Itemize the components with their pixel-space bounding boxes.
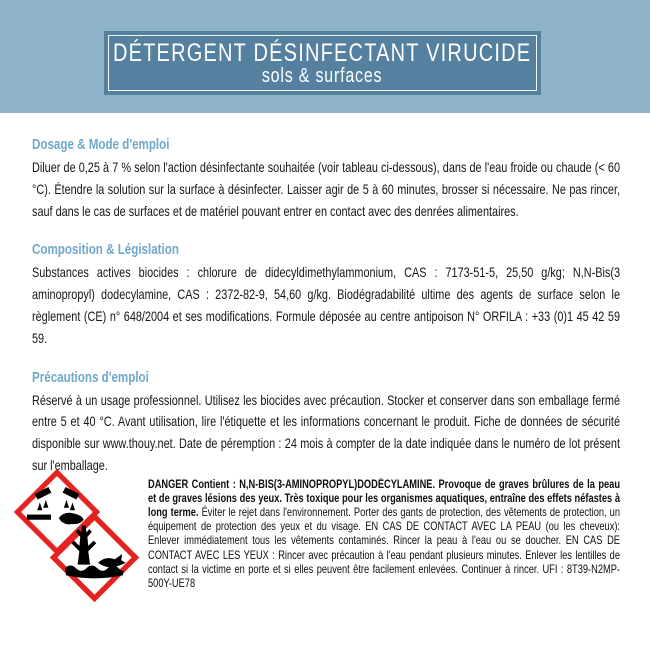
- section-heading-precautions: Précautions d'emploi: [32, 369, 149, 386]
- label-body: [32, 137, 620, 497]
- section-composition: [32, 242, 620, 349]
- product-subtitle: sols & surfaces: [262, 64, 383, 87]
- section-body-precautions: Réservé à un usage professionnel. Utilisez les biocides avec précaution. Stocker et conserver dans son emballage fermé entre 5 et 40 °C. Avant utilisation, lire l'étiquette et les informations concernant le produit. Fiche de données de sécurité disponible sur www.thouy.net. Date de péremption : 24 mois à compter de la date indiquée dans le numéro de lot présent sur l'emballage.: [32, 392, 620, 473]
- section-heading-composition: Composition & Législation: [32, 242, 179, 259]
- section-dosage: [32, 137, 620, 222]
- danger-statement-rest: Éviter le rejet dans l'environnement. Porter des gants de protection, des vêtements de protection, un équipement de protection des yeux et du visage. EN CAS DE CONTACT AVEC LA PEAU (ou les cheveux): Enlever immédiatement tous les vêtements contaminés. Rincer la peau à l'eau ou se doucher. EN CAS DE CONTACT AVEC LES YEUX : Rincer avec précaution à l'eau pendant plusieurs minutes. Enlever les lentilles de contact si la victime en porte et si elles peuvent être facilement enlevées. Continuer à rincer. UFI : 8T39-N2MP-500Y-UE78: [148, 506, 621, 591]
- ghs09-environment-icon: [50, 513, 139, 602]
- section-precautions: [32, 370, 620, 477]
- danger-statement: [148, 478, 620, 592]
- section-heading-dosage: Dosage & Mode d'emploi: [32, 137, 170, 153]
- header-text: [104, 31, 541, 95]
- section-body-composition: Substances actives biocides : chlorure de didecyldimethylammonium, CAS : 7173-51-5, 25,50 g/kg; N,N-Bis(3 aminopropyl) dodecylamine, CAS : 2372-82-9, 54,60 g/kg. Biodégradabilité ultime des agents de surface selon le règlement (CE) n° 648/2004 et ses modifications. Formule déposée au centre antipoison N° ORFILA : +33 (0)1 45 42 59 59.: [32, 265, 620, 346]
- section-body-dosage: Diluer de 0,25 à 7 % selon l'action désinfectante souhaitée (voir tableau ci-dessous), dans de l'eau froide ou chaude (< 60 °C). Étendre la solution sur la surface à désinfecter. Laisser agir de 5 à 60 minutes, brosser si nécessaire. Ne pas rincer, sauf dans le cas de surfaces et de matériel pouvant entrer en contact avec des denrées alimentaires.: [32, 160, 620, 219]
- header-box: [104, 31, 541, 95]
- danger-statement-bold: DANGER Contient : N,N-BIS(3-AMINOPROPYL)DODÉCYLAMINE. Provoque de graves brûlures de la peau et de graves lésions des yeux. Très toxique pour les organismes aquatiques, entraîne des effets néfastes à long terme.: [148, 477, 620, 519]
- product-title: DÉTERGENT DÉSINFECTANT VIRUCIDE: [113, 38, 532, 67]
